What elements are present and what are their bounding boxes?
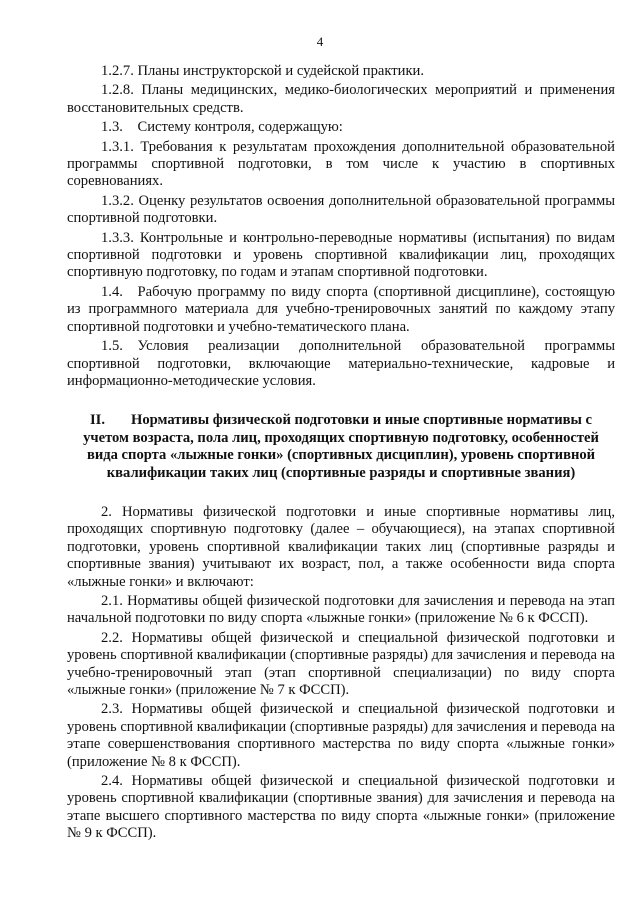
section-2-heading [67,412,615,482]
paragraph-1-5: 1.5. Условия реализации дополнительной образовательной программы спортивной подготовки, включающие материально-технические, кадровые и информационно-методические условия. [67,338,615,389]
paragraph-1-2-8: 1.2.8. Планы медицинских, медико-биологических мероприятий и применения восстановительных средств. [67,82,615,116]
paragraph-2-2: 2.2. Нормативы общей физической и специальной физической подготовки и уровень спортивной квалификации (спортивные разряды) для зачисления и перевода на учебно-тренировочный этап (этап спортивной специализации) по виду спорта «лыжные гонки» (приложение № 7 к ФССП). [67,629,615,698]
section-2-number: II. [89,412,105,429]
document-body [67,63,615,845]
paragraph-1-2-7: 1.2.7. Планы инструкторской и судейской практики. [101,63,424,79]
paragraph-1-3-1: 1.3.1. Требования к результатам прохождения дополнительной образовательной программы спортивной подготовки, в том числе к участию в спортивных соревнованиях. [67,138,615,190]
paragraph-1-4: 1.4. Рабочую программу по виду спорта (спортивной дисциплине), состоящую из программного материала для учебно-тренировочных занятий по каждому этапу спортивной подготовки и учебно-тематического плана. [67,283,615,335]
section-2-title: Нормативы физической подготовки и иные спортивные нормативы с учетом возраста, пола лиц, проходящих спортивную подготовку, особенностей вида спорта «лыжные гонки» (спортивных дисциплин), уровень спортивной квалификации таких лиц (спортивные разряды и спортивные звания) [83,412,599,481]
paragraph-2-4: 2.4. Нормативы общей физической и специальной физической подготовки и уровень спортивной квалификации (спортивные звания) для зачисления и перевода на этапе высшего спортивного мастерства по виду спорта «лыжные гонки» (приложение № 9 к ФССП). [67,773,615,842]
paragraph-2-3: 2.3. Нормативы общей физической и специальной физической подготовки и уровень спортивной квалификации (спортивные разряды) для зачисления и перевода на этапе совершенствования спортивного мастерства по виду спорта «лыжные гонки» (приложение № 8 к ФССП). [67,701,615,770]
paragraph-2-1: 2.1. Нормативы общей физической подготовки для зачисления и перевода на этап начальной подготовки по виду спорта «лыжные гонки» (приложение № 6 к ФССП). [67,592,615,627]
paragraph-1-3-2: 1.3.2. Оценку результатов освоения дополнительной образовательной программы спортивной подготовки. [67,192,615,227]
paragraph-1-3: 1.3. Систему контроля, содержащую: [101,119,343,136]
paragraph-2: 2. Нормативы физической подготовки и иные спортивные нормативы лиц, проходящих спортивную подготовку (далее – обучающиеся), на этапах спортивной подготовки, уровень спортивной квалификации таких лиц (спортивные разряды и спортивные звания) учитывают их возраст, пол, а также особенности вида спорта «лыжные гонки» и включают: [67,503,615,590]
paragraph-1-3-3: 1.3.3. Контрольные и контрольно-переводные нормативы (испытания) по видам спортивной подготовки и уровень спортивной квалификации лиц, проходящих спортивную подготовку, по годам и этапам спортивной подготовки. [67,229,615,281]
page-number: 4 [316,34,324,49]
